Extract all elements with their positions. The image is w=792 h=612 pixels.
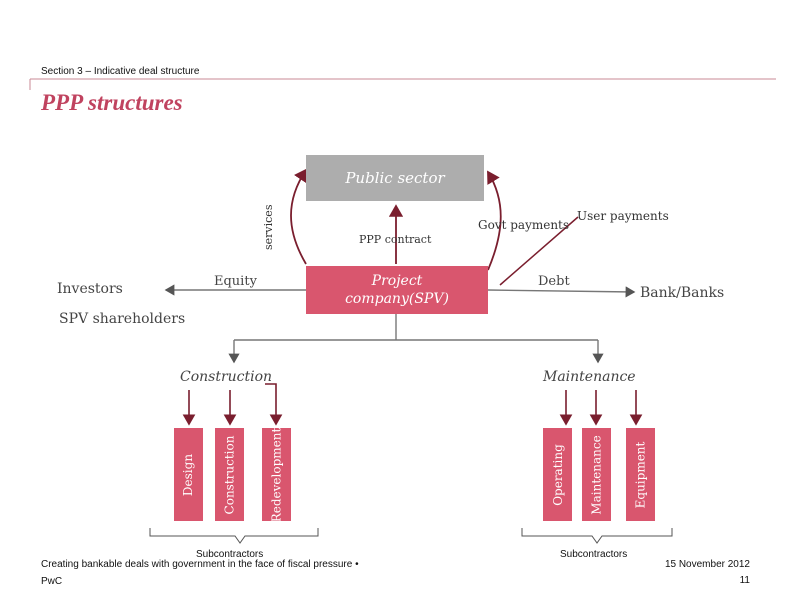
design-label: Design (181, 453, 196, 496)
govt-payments-label: Govt payments (478, 218, 570, 232)
debt-label: Debt (538, 274, 570, 289)
construction-heading: Construction (180, 369, 273, 385)
equipment-box (626, 428, 655, 521)
redevelopment-box (262, 428, 291, 521)
investors-label: Investors (57, 281, 123, 297)
equipment-label: Equipment (633, 441, 648, 508)
ppp-contract-label: PPP contract (359, 233, 432, 246)
subcontractors-right-label: Subcontractors (560, 549, 628, 560)
spv-line1: Project (371, 273, 423, 289)
subcontractors-left-label: Subcontractors (196, 549, 264, 560)
public-sector-box (306, 155, 484, 201)
footer-company: PwC (41, 576, 63, 587)
spv-shareholders-label: SPV shareholders (59, 311, 186, 327)
construction-box (215, 428, 244, 521)
debt-arrow (488, 290, 634, 292)
services-arrow (291, 170, 306, 264)
operating-label: Operating (550, 443, 565, 506)
user-payments-label: User payments (577, 209, 669, 223)
maintenance-heading: Maintenance (543, 369, 636, 385)
subcontractors-bracket-right (522, 528, 672, 543)
section-label: Section 3 – Indicative deal structure (41, 66, 200, 77)
spv-box (306, 266, 488, 314)
equity-label: Equity (214, 274, 257, 289)
design-box (174, 428, 203, 521)
operating-box (543, 428, 572, 521)
services-label: services (262, 204, 275, 250)
redevelopment-label: Redevelopment (269, 427, 284, 522)
maintenance-box (582, 428, 611, 521)
public-sector-label: Public sector (345, 169, 445, 187)
footer-caption: Creating bankable deals with government in the face of fiscal pressure • (41, 559, 359, 570)
page-title: PPP structures (41, 90, 183, 115)
spv-line2: company(SPV) (345, 291, 449, 307)
footer-page-number: 11 (739, 575, 750, 586)
maintenance-item-label: Maintenance (589, 434, 604, 515)
banks-label: Bank/Banks (640, 285, 725, 301)
construction-item-label: Construction (222, 435, 237, 514)
subcontractors-bracket-left (150, 528, 318, 543)
footer-date: 15 November 2012 (664, 559, 750, 570)
redevelopment-arrow (265, 384, 276, 424)
